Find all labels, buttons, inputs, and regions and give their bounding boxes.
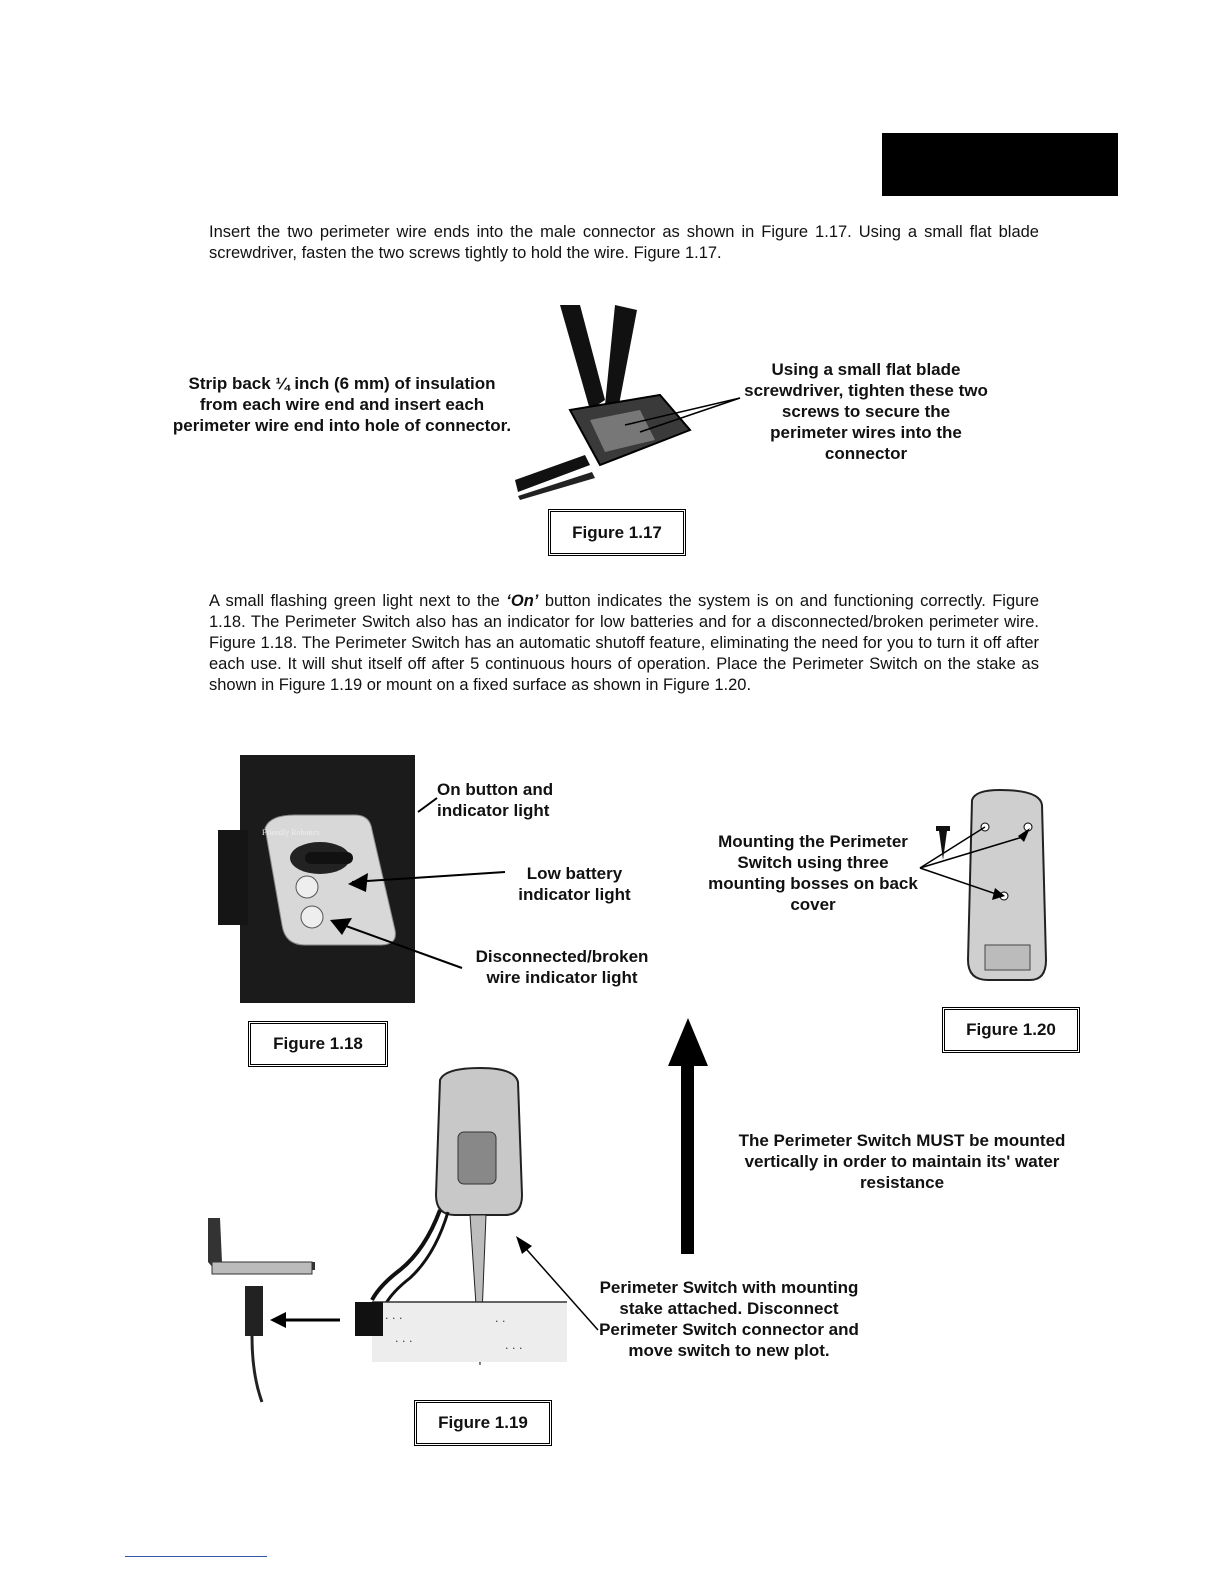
svg-text:· · ·: · · · <box>395 1335 413 1348</box>
intro-paragraph: Insert the two perimeter wire ends into the male connector as shown in Figure 1.17. Using a small flat blade screwdriver, fasten the two screws tightly to hold the wire. Figure 1.17. <box>209 223 1039 262</box>
figure-1-20-text: Figure 1.20 <box>966 1020 1056 1039</box>
figure-1-17-text: Figure 1.17 <box>572 522 662 542</box>
strip-wire-caption: Strip back ¼ inch (6 mm) of insulation from each wire end and insert each perimeter wire end into hole of connector. <box>172 374 512 435</box>
figure-1-18-text: Figure 1.18 <box>273 1034 363 1053</box>
on-keyword: ‘On’ <box>506 592 539 610</box>
svg-text:· ·: · · <box>495 1315 506 1328</box>
figure-1-20-label <box>942 1007 1080 1053</box>
indicator-paragraph <box>209 591 1039 696</box>
svg-text:· · ·: · · · <box>385 1312 403 1325</box>
stake-caption: Perimeter Switch with mounting stake attached. Disconnect Perimeter Switch connector and move switch to new plot. <box>599 1278 859 1360</box>
figure-1-18-label <box>248 1021 388 1067</box>
tighten-screws-caption: Using a small flat blade screwdriver, tighten these two screws to secure the perimeter wires into the connector <box>744 360 988 463</box>
para2-start: A small flashing green light next to the <box>209 592 507 610</box>
switch-on-stake <box>200 1068 598 1402</box>
vertical-mount-arrow <box>668 1018 708 1254</box>
para2-end: button indicates the system is on and functioning correctly. Figure 1.18. The Perimeter Switch also has an indicator for low batteries and for a disconnected/broken perimeter wire. Figure 1.18. The Perimeter Switch has an automatic shutoff feature, eliminating the need for you to turn it off after each use. It will shut itself off after 5 continuous hours of operation. Place the Perimeter Switch on the stake as shown in Figure 1.19 or mount on a fixed surface as shown in Figure 1.20. <box>209 592 1039 694</box>
figure-1-19-label <box>414 1400 552 1446</box>
figure-1-17-label <box>548 509 686 556</box>
figure-1-19-text: Figure 1.19 <box>438 1413 528 1432</box>
switch-back-cover <box>920 790 1046 980</box>
on-button-label: On button and indicator light <box>437 780 554 820</box>
svg-text:· · ·: · · · <box>505 1342 523 1355</box>
connector-illustration <box>515 305 740 500</box>
vertical-mount-note: The Perimeter Switch MUST be mounted vertically in order to maintain its' water resistance <box>738 1131 1066 1192</box>
low-battery-label: Low battery indicator light <box>518 864 631 904</box>
mounting-caption: Mounting the Perimeter Switch using three mounting bosses on back cover <box>708 832 918 914</box>
footer-rule <box>125 1556 267 1557</box>
disconnected-wire-label: Disconnected/broken wire indicator light <box>475 947 649 987</box>
device-brand: Friendly Robotics <box>262 828 320 837</box>
